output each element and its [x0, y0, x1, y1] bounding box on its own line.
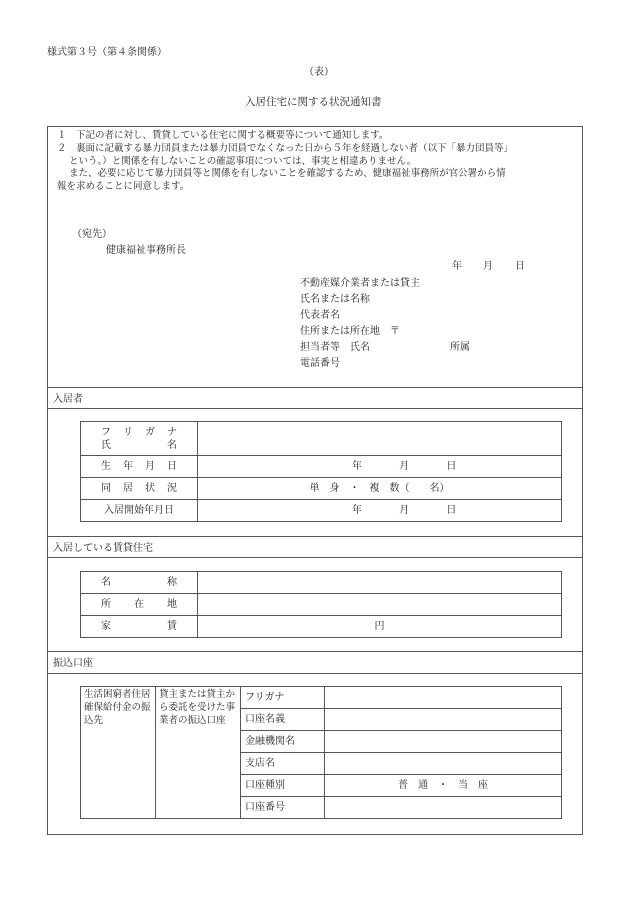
housing-name-value[interactable] — [198, 572, 562, 594]
divider — [47, 387, 583, 388]
char: 地 — [167, 599, 177, 610]
sender-phone: 電話番号 — [300, 358, 340, 369]
sender-name: 氏名または名称 — [300, 294, 370, 305]
char: 所 — [101, 599, 111, 610]
divider — [47, 408, 583, 409]
birth-value[interactable] — [198, 456, 562, 478]
bank-row-branch-value[interactable] — [325, 753, 562, 775]
char: 日 — [167, 461, 177, 472]
bank-row-account-holder-label: 口座名義 — [241, 709, 325, 731]
start-date-label: 入居開始年月日 — [81, 500, 198, 522]
addressee-name: 健康福祉事務所長 — [106, 245, 186, 256]
page-title: 入居住宅に関する状況通知書 — [245, 96, 382, 108]
bank-row-furigana-value[interactable] — [325, 687, 562, 709]
intro-item-2-line-2: という。）と関係を有しないことの確認事項については、事実と相違ありません。 — [69, 155, 417, 167]
housing-location-value[interactable] — [198, 594, 562, 616]
housing-heading: 入居している賃貸住宅 — [53, 543, 153, 554]
sender-representative: 代表者名 — [300, 310, 340, 321]
char: フ — [101, 426, 111, 438]
char: 年 — [123, 461, 133, 472]
char: 氏 — [101, 439, 111, 451]
birth-label — [81, 456, 198, 478]
date-year: 年 — [452, 261, 462, 272]
year-label: 年 — [352, 505, 362, 516]
intro-text — [57, 130, 577, 194]
year-label: 年 — [352, 461, 362, 472]
bank-row-account-number-value[interactable] — [325, 797, 562, 819]
bank-heading: 振込口座 — [53, 658, 93, 669]
char: 名 — [167, 439, 177, 451]
char: 在 — [134, 599, 144, 610]
char: 同 — [101, 483, 111, 494]
addressee-label: （宛先） — [72, 229, 112, 240]
bank-col2-label: 貸主または貸主から委託を受けた事業者の振込口座 — [156, 687, 241, 819]
intro-item-1: １ 下記の者に対し、賃貸している住宅に関する概要等について通知します。 — [57, 130, 389, 141]
cohab-value[interactable]: 単 身 ・ 複 数（ 名） — [198, 478, 562, 500]
tenant-heading: 入居者 — [53, 394, 83, 405]
bank-row-furigana-label: フリガナ — [241, 687, 325, 709]
month-label: 月 — [399, 505, 410, 516]
day-label: 日 — [446, 461, 457, 472]
char: 居 — [123, 483, 133, 494]
housing-location-label — [81, 594, 198, 616]
housing-table — [80, 571, 562, 638]
day-label: 日 — [446, 505, 457, 516]
intro-item-3-line-2: 報を求めることに同意します。 — [57, 181, 190, 193]
bank-row-account-holder-value[interactable] — [325, 709, 562, 731]
char: 月 — [145, 461, 155, 472]
divider — [47, 557, 583, 558]
intro-item-3-line-1: また、必要に応じて暴力団員等と関係を有しないことを確認するため、健康福祉事務所が官公署から情 — [69, 168, 506, 180]
char: 賃 — [167, 621, 177, 632]
form-number: 様式第３号（第４条関係） — [47, 47, 167, 58]
sender-address: 住所または所在地 〒 — [300, 326, 400, 337]
housing-name-label — [81, 572, 198, 594]
side-label: （表） — [304, 67, 334, 78]
char: 況 — [167, 483, 177, 494]
sender-affiliation: 所属 — [450, 342, 470, 353]
tenant-name-label — [81, 422, 198, 456]
char: リ — [123, 426, 133, 438]
bank-table — [80, 686, 562, 819]
char: ナ — [167, 426, 177, 438]
bank-row-branch-label: 支店名 — [241, 753, 325, 775]
divider — [47, 673, 583, 674]
bank-row-account-type-value[interactable]: 普 通 ・ 当 座 — [325, 775, 562, 797]
date-month: 月 — [483, 261, 493, 272]
char: 家 — [101, 621, 111, 632]
char: 称 — [167, 577, 177, 588]
divider — [47, 651, 583, 652]
sender-contact: 担当者等 氏名 — [300, 342, 370, 353]
tenant-name-value[interactable] — [198, 422, 562, 456]
divider — [47, 536, 583, 537]
tenant-table — [80, 421, 562, 522]
char: 名 — [101, 577, 111, 588]
bank-row-institution-label: 金融機関名 — [241, 731, 325, 753]
housing-rent-value[interactable] — [198, 616, 562, 638]
cohab-label — [81, 478, 198, 500]
char: 状 — [145, 483, 155, 494]
bank-row-account-number-label: 口座番号 — [241, 797, 325, 819]
sender-type: 不動産媒介業者または貸主 — [300, 278, 420, 289]
name-label — [101, 439, 177, 452]
yen-unit: 円 — [374, 621, 385, 632]
month-label: 月 — [399, 461, 410, 472]
date-day: 日 — [515, 261, 525, 272]
start-date-value[interactable] — [198, 500, 562, 522]
char: 生 — [101, 461, 111, 472]
housing-rent-label — [81, 616, 198, 638]
bank-row-account-type-label: 口座種別 — [241, 775, 325, 797]
char: ガ — [145, 426, 155, 438]
intro-item-2-line-1: ２ 裏面に記載する暴力団員または暴力団員でなくなった日から５年を経過しない者（以下「暴力団員等」 — [57, 142, 514, 154]
furigana-label — [101, 426, 177, 439]
bank-row-institution-value[interactable] — [325, 731, 562, 753]
bank-col1-label: 生活困窮者住居確保給付金の振込先 — [81, 687, 156, 819]
